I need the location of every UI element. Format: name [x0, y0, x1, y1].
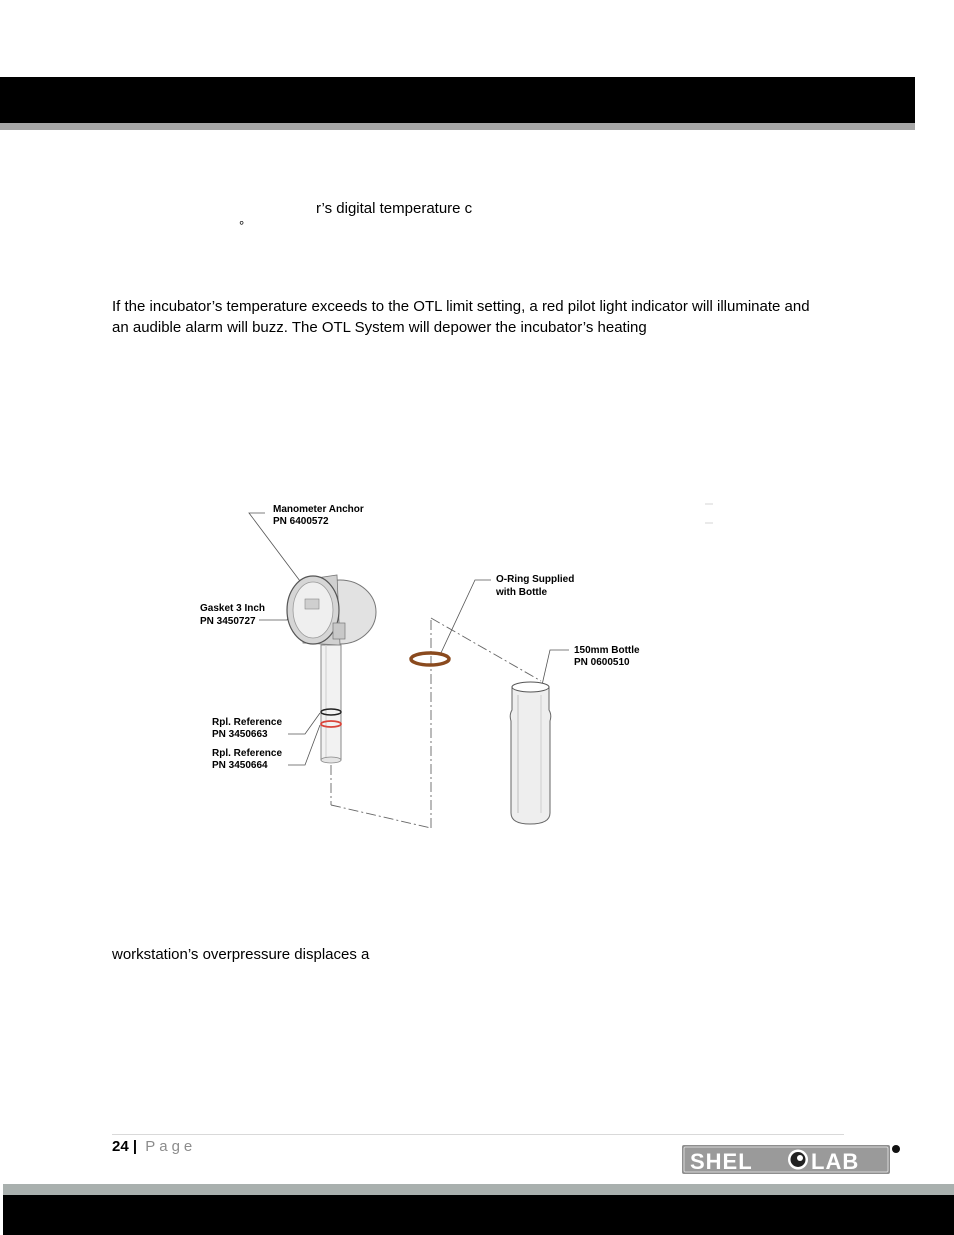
otl-paragraph: If the incubator’s temperature exceeds to the OTL limit setting, a red pilot light indicator will illuminate and an audible alarm will buzz. The OTL System will depower the incubator’s heating	[112, 298, 810, 336]
page-word: Page	[145, 1138, 197, 1155]
page-separator: |	[132, 1138, 138, 1155]
bottle-shape	[510, 682, 551, 824]
manometer-tube-shape	[321, 645, 341, 763]
label-rpl-reference-2: Rpl. Reference	[212, 748, 283, 759]
label-oring: O-Ring Supplied	[496, 574, 575, 585]
svg-text:SHEL: SHEL	[690, 1149, 753, 1174]
footer-stripe	[3, 1184, 954, 1195]
text-fragment-temperature: r’s digital temperature c	[316, 200, 473, 217]
page-number-value: 24	[112, 1138, 129, 1155]
header-stripe	[0, 123, 915, 130]
text-fragment-degree: °	[239, 218, 245, 233]
label-gasket: Gasket 3 Inch	[200, 603, 266, 614]
page-number	[112, 1137, 196, 1157]
label-oring-2: with Bottle	[496, 587, 548, 598]
label-bottle-pn: PN 0600510	[574, 657, 630, 668]
manometer-assembly-figure	[195, 495, 725, 835]
label-rpl-reference-2-pn: PN 3450664	[212, 760, 268, 771]
shellab-logo	[682, 1143, 902, 1177]
header-bar	[0, 77, 915, 123]
label-manometer-anchor-pn: PN 6400572	[273, 516, 329, 527]
label-bottle: 150mm Bottle	[574, 645, 640, 656]
footer-rule	[112, 1134, 844, 1135]
o-ring-shape	[411, 653, 449, 665]
footer-bar	[3, 1195, 954, 1235]
label-gasket-pn: PN 3450727	[200, 616, 256, 627]
svg-text:LAB: LAB	[811, 1149, 860, 1174]
manometer-anchor-shape	[287, 575, 376, 645]
label-manometer-anchor: Manometer Anchor	[273, 504, 364, 515]
label-rpl-reference-1: Rpl. Reference	[212, 717, 283, 728]
text-fragment-overpressure: workstation’s overpressure displaces a	[112, 946, 370, 963]
label-rpl-reference-1-pn: PN 3450663	[212, 729, 268, 740]
